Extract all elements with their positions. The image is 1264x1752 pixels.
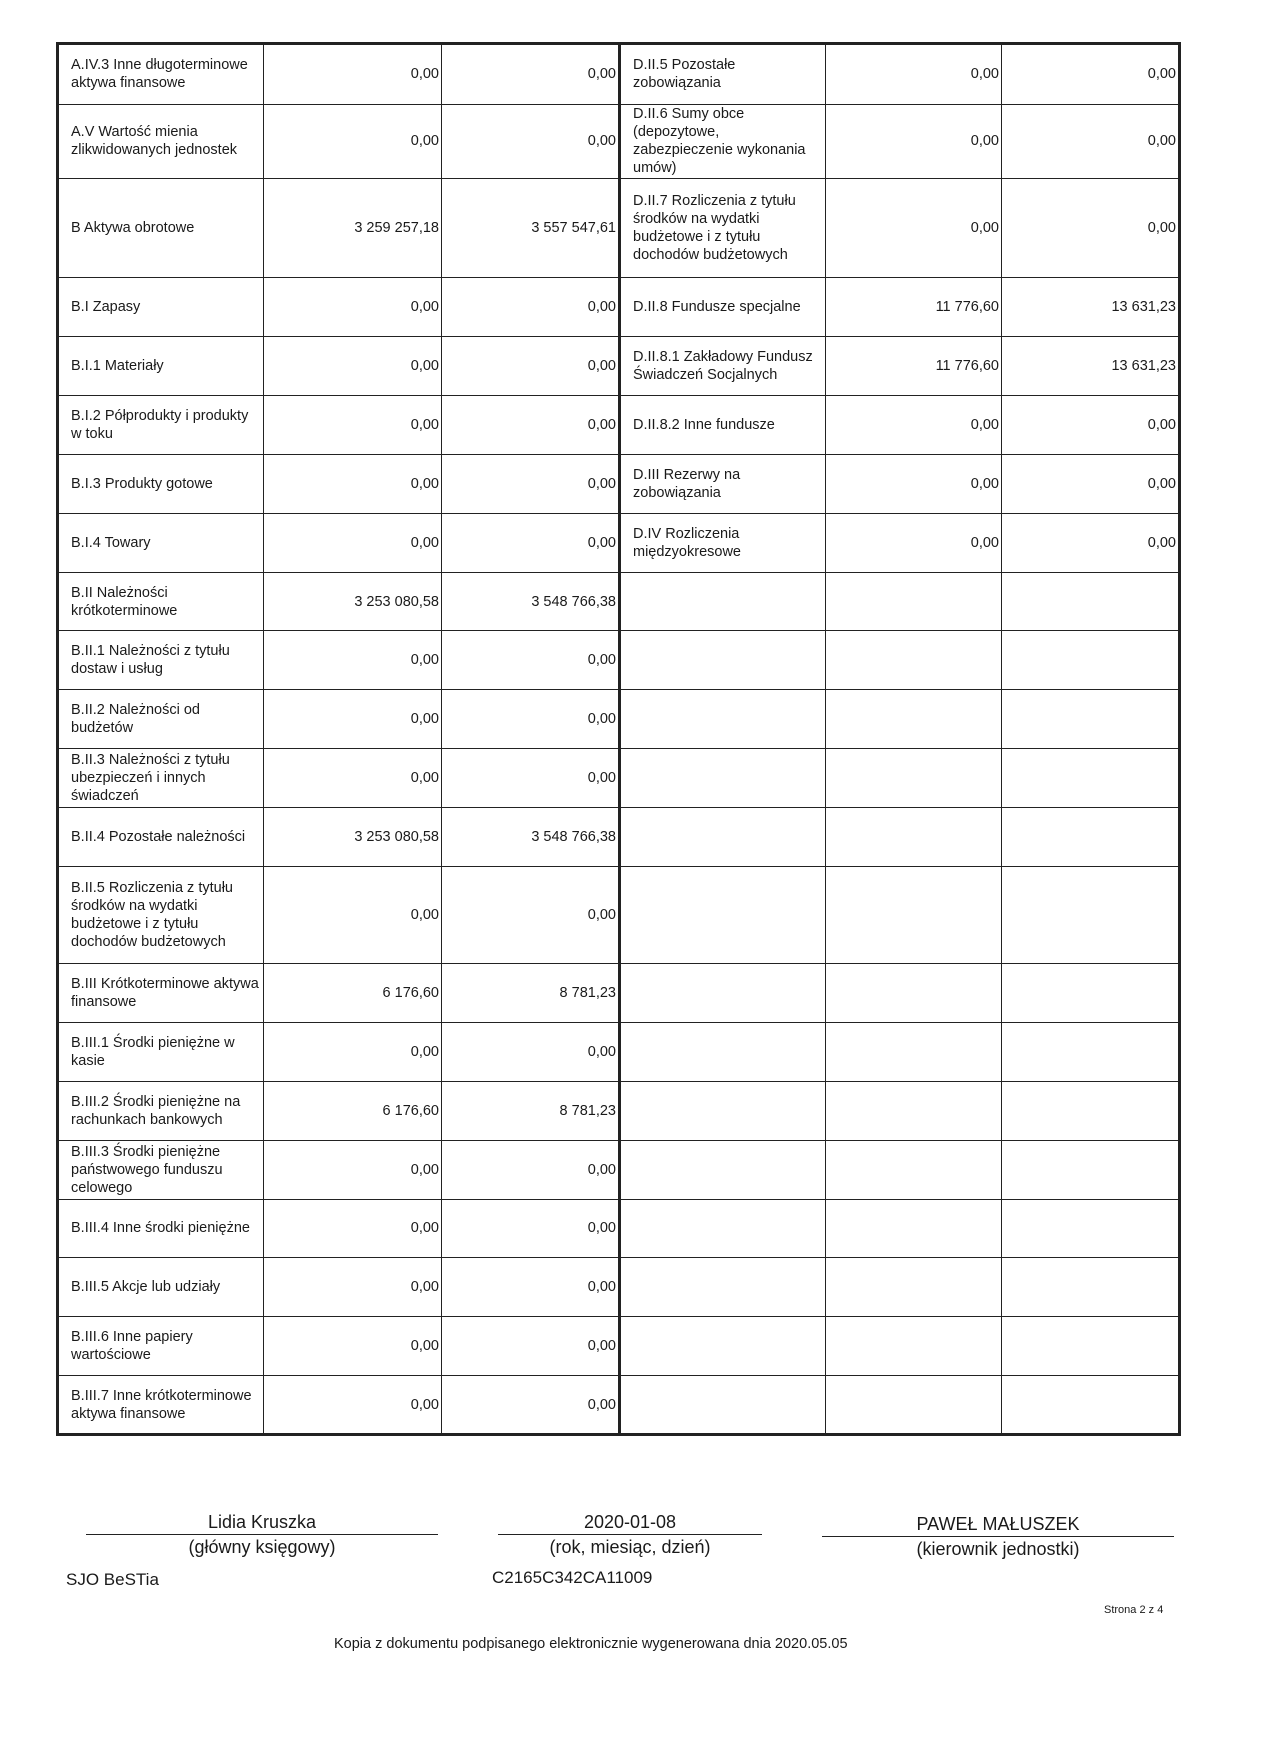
liability-value-start: 0,00 [826, 178, 1002, 277]
date-value: 2020-01-08 [583, 1512, 677, 1532]
asset-value-start: 0,00 [264, 1317, 442, 1376]
liability-value-end [1002, 1199, 1180, 1258]
asset-label: B.I.1 Materiały [58, 337, 264, 396]
asset-label: B.II Należności krótkoterminowe [58, 572, 264, 631]
asset-value-start: 0,00 [264, 337, 442, 396]
liability-label [620, 1376, 826, 1435]
asset-label: A.IV.3 Inne długoterminowe aktywa finansowe [58, 44, 264, 105]
asset-value-end: 8 781,23 [442, 964, 620, 1023]
liability-label [620, 1258, 826, 1317]
asset-value-end: 0,00 [442, 1376, 620, 1435]
asset-value-end: 0,00 [442, 513, 620, 572]
asset-value-end: 0,00 [442, 690, 620, 749]
head-name: PAWEŁ MAŁUSZEK [916, 1514, 1080, 1534]
asset-label: B.II.3 Należności z tytułu ubezpieczeń i innych świadczeń [58, 749, 264, 808]
liability-value-start [826, 1376, 1002, 1435]
liability-value-end [1002, 807, 1180, 866]
liability-value-start [826, 690, 1002, 749]
asset-label: B.III.2 Środki pieniężne na rachunkach bankowych [58, 1081, 264, 1140]
liability-value-start: 11 776,60 [826, 337, 1002, 396]
liability-value-end: 0,00 [1002, 44, 1180, 105]
table-row [58, 690, 1180, 749]
liability-value-end [1002, 964, 1180, 1023]
liability-label [620, 690, 826, 749]
liability-value-start [826, 866, 1002, 963]
liability-value-start [826, 1023, 1002, 1082]
liability-label [620, 866, 826, 963]
table-row [58, 1199, 1180, 1258]
table-row [58, 454, 1180, 513]
asset-label: B.II.1 Należności z tytułu dostaw i usług [58, 631, 264, 690]
liability-value-start [826, 631, 1002, 690]
liability-value-end [1002, 1081, 1180, 1140]
asset-value-end: 0,00 [442, 1199, 620, 1258]
asset-label: B.I.4 Towary [58, 513, 264, 572]
liability-value-start: 0,00 [826, 44, 1002, 105]
asset-label: B.III.7 Inne krótkoterminowe aktywa finansowe [58, 1376, 264, 1435]
liability-value-end [1002, 631, 1180, 690]
asset-value-start: 0,00 [264, 44, 442, 105]
liability-value-start [826, 1199, 1002, 1258]
liability-value-end: 13 631,23 [1002, 337, 1180, 396]
table-row [58, 1081, 1180, 1140]
asset-label: B.III.4 Inne środki pieniężne [58, 1199, 264, 1258]
liability-value-start [826, 1081, 1002, 1140]
asset-value-start: 0,00 [264, 1199, 442, 1258]
asset-value-end: 3 548 766,38 [442, 572, 620, 631]
table-row [58, 1140, 1180, 1199]
liability-value-start [826, 807, 1002, 866]
table-row [58, 866, 1180, 963]
liability-label: D.IV Rozliczenia międzyokresowe [620, 513, 826, 572]
asset-value-end: 0,00 [442, 631, 620, 690]
asset-value-end: 0,00 [442, 1023, 620, 1082]
asset-value-end: 0,00 [442, 278, 620, 337]
asset-label: B.III.5 Akcje lub udziały [58, 1258, 264, 1317]
asset-value-end: 3 548 766,38 [442, 807, 620, 866]
liability-label [620, 631, 826, 690]
balance-sheet-table [56, 42, 1181, 1436]
asset-value-start: 0,00 [264, 1376, 442, 1435]
asset-value-end: 0,00 [442, 1140, 620, 1199]
liability-label [620, 964, 826, 1023]
liability-value-end: 0,00 [1002, 454, 1180, 513]
liability-label: D.II.8 Fundusze specjalne [620, 278, 826, 337]
asset-label: B.I Zapasy [58, 278, 264, 337]
liability-value-end: 0,00 [1002, 513, 1180, 572]
table-row [58, 964, 1180, 1023]
asset-value-end: 0,00 [442, 44, 620, 105]
table-row [58, 178, 1180, 277]
liability-value-end [1002, 1023, 1180, 1082]
liability-label [620, 1199, 826, 1258]
table-row [58, 572, 1180, 631]
asset-value-end: 0,00 [442, 104, 620, 178]
liability-value-end [1002, 1376, 1180, 1435]
liability-label: D.II.5 Pozostałe zobowiązania [620, 44, 826, 105]
asset-value-start: 3 253 080,58 [264, 807, 442, 866]
liability-value-start: 0,00 [826, 396, 1002, 455]
asset-label: B.II.4 Pozostałe należności [58, 807, 264, 866]
table-row [58, 1023, 1180, 1082]
table-row [58, 1258, 1180, 1317]
liability-value-end: 0,00 [1002, 178, 1180, 277]
liability-value-start: 0,00 [826, 513, 1002, 572]
asset-value-start: 0,00 [264, 690, 442, 749]
asset-value-end: 0,00 [442, 749, 620, 808]
table-row [58, 1376, 1180, 1435]
liability-value-end [1002, 572, 1180, 631]
asset-value-end: 3 557 547,61 [442, 178, 620, 277]
asset-label: B.III Krótkoterminowe aktywa finansowe [58, 964, 264, 1023]
footer-note: Kopia z dokumentu podpisanego elektronicznie wygenerowana dnia 2020.05.05 [334, 1636, 848, 1652]
asset-label: B.I.2 Półprodukty i produkty w toku [58, 396, 264, 455]
asset-label: B Aktywa obrotowe [58, 178, 264, 277]
liability-label: D.II.7 Rozliczenia z tytułu środków na wydatki budżetowe i z tytułu dochodów budżetowych [620, 178, 826, 277]
page-number: Strona 2 z 4 [1104, 1604, 1164, 1616]
asset-value-start: 0,00 [264, 1140, 442, 1199]
asset-value-end: 8 781,23 [442, 1081, 620, 1140]
org-name: SJO BeSTia [66, 1570, 159, 1589]
liability-value-start [826, 749, 1002, 808]
accountant-role: (główny księgowy) [188, 1537, 336, 1557]
asset-value-end: 0,00 [442, 454, 620, 513]
doc-code: C2165C342CA11009 [492, 1568, 653, 1587]
liability-label: D.II.8.2 Inne fundusze [620, 396, 826, 455]
asset-value-start: 0,00 [264, 866, 442, 963]
table-row [58, 631, 1180, 690]
liability-label [620, 1023, 826, 1082]
table-row [58, 337, 1180, 396]
asset-value-start: 0,00 [264, 631, 442, 690]
liability-value-start [826, 1258, 1002, 1317]
date-signature [498, 1510, 762, 1559]
asset-value-start: 6 176,60 [264, 1081, 442, 1140]
asset-label: B.III.6 Inne papiery wartościowe [58, 1317, 264, 1376]
asset-label: B.II.5 Rozliczenia z tytułu środków na wydatki budżetowe i z tytułu dochodów budżetowych [58, 866, 264, 963]
table-row [58, 1317, 1180, 1376]
asset-value-start: 0,00 [264, 749, 442, 808]
asset-label: B.II.2 Należności od budżetów [58, 690, 264, 749]
table-row [58, 807, 1180, 866]
liability-label: D.II.6 Sumy obce (depozytowe, zabezpieczenie wykonania umów) [620, 104, 826, 178]
liability-label [620, 749, 826, 808]
asset-value-start: 0,00 [264, 513, 442, 572]
liability-label [620, 572, 826, 631]
table-row [58, 44, 1180, 105]
asset-value-end: 0,00 [442, 337, 620, 396]
date-caption: (rok, miesiąc, dzień) [549, 1537, 711, 1557]
liability-value-start [826, 572, 1002, 631]
table-row [58, 104, 1180, 178]
accountant-name: Lidia Kruszka [207, 1512, 317, 1532]
liability-value-start [826, 1140, 1002, 1199]
liability-value-end: 0,00 [1002, 396, 1180, 455]
head-role: (kierownik jednostki) [916, 1539, 1080, 1559]
asset-value-start: 3 259 257,18 [264, 178, 442, 277]
liability-label [620, 1317, 826, 1376]
liability-value-start: 0,00 [826, 104, 1002, 178]
asset-value-end: 0,00 [442, 1258, 620, 1317]
liability-value-end: 0,00 [1002, 104, 1180, 178]
liability-value-end [1002, 690, 1180, 749]
asset-value-end: 0,00 [442, 396, 620, 455]
table-row [58, 749, 1180, 808]
liability-label: D.III Rezerwy na zobowiązania [620, 454, 826, 513]
asset-value-start: 0,00 [264, 396, 442, 455]
asset-label: B.I.3 Produkty gotowe [58, 454, 264, 513]
liability-value-end [1002, 1140, 1180, 1199]
asset-value-start: 6 176,60 [264, 964, 442, 1023]
asset-value-start: 0,00 [264, 278, 442, 337]
liability-label: D.II.8.1 Zakładowy Fundusz Świadczeń Socjalnych [620, 337, 826, 396]
liability-label [620, 807, 826, 866]
table-row [58, 513, 1180, 572]
liability-value-start: 11 776,60 [826, 278, 1002, 337]
asset-value-start: 0,00 [264, 1258, 442, 1317]
liability-value-end [1002, 866, 1180, 963]
asset-value-start: 0,00 [264, 1023, 442, 1082]
liability-label [620, 1140, 826, 1199]
asset-value-start: 0,00 [264, 104, 442, 178]
asset-label: B.III.1 Środki pieniężne w kasie [58, 1023, 264, 1082]
liability-value-start [826, 964, 1002, 1023]
liability-value-end [1002, 749, 1180, 808]
liability-value-start: 0,00 [826, 454, 1002, 513]
asset-value-start: 0,00 [264, 454, 442, 513]
table-row [58, 278, 1180, 337]
accountant-signature [86, 1510, 438, 1559]
liability-value-end [1002, 1317, 1180, 1376]
liability-label [620, 1081, 826, 1140]
asset-label: B.III.3 Środki pieniężne państwowego funduszu celowego [58, 1140, 264, 1199]
asset-value-start: 3 253 080,58 [264, 572, 442, 631]
asset-label: A.V Wartość mienia zlikwidowanych jednostek [58, 104, 264, 178]
liability-value-start [826, 1317, 1002, 1376]
liability-value-end: 13 631,23 [1002, 278, 1180, 337]
head-signature [822, 1512, 1174, 1561]
liability-value-end [1002, 1258, 1180, 1317]
asset-value-end: 0,00 [442, 1317, 620, 1376]
table-row [58, 396, 1180, 455]
asset-value-end: 0,00 [442, 866, 620, 963]
